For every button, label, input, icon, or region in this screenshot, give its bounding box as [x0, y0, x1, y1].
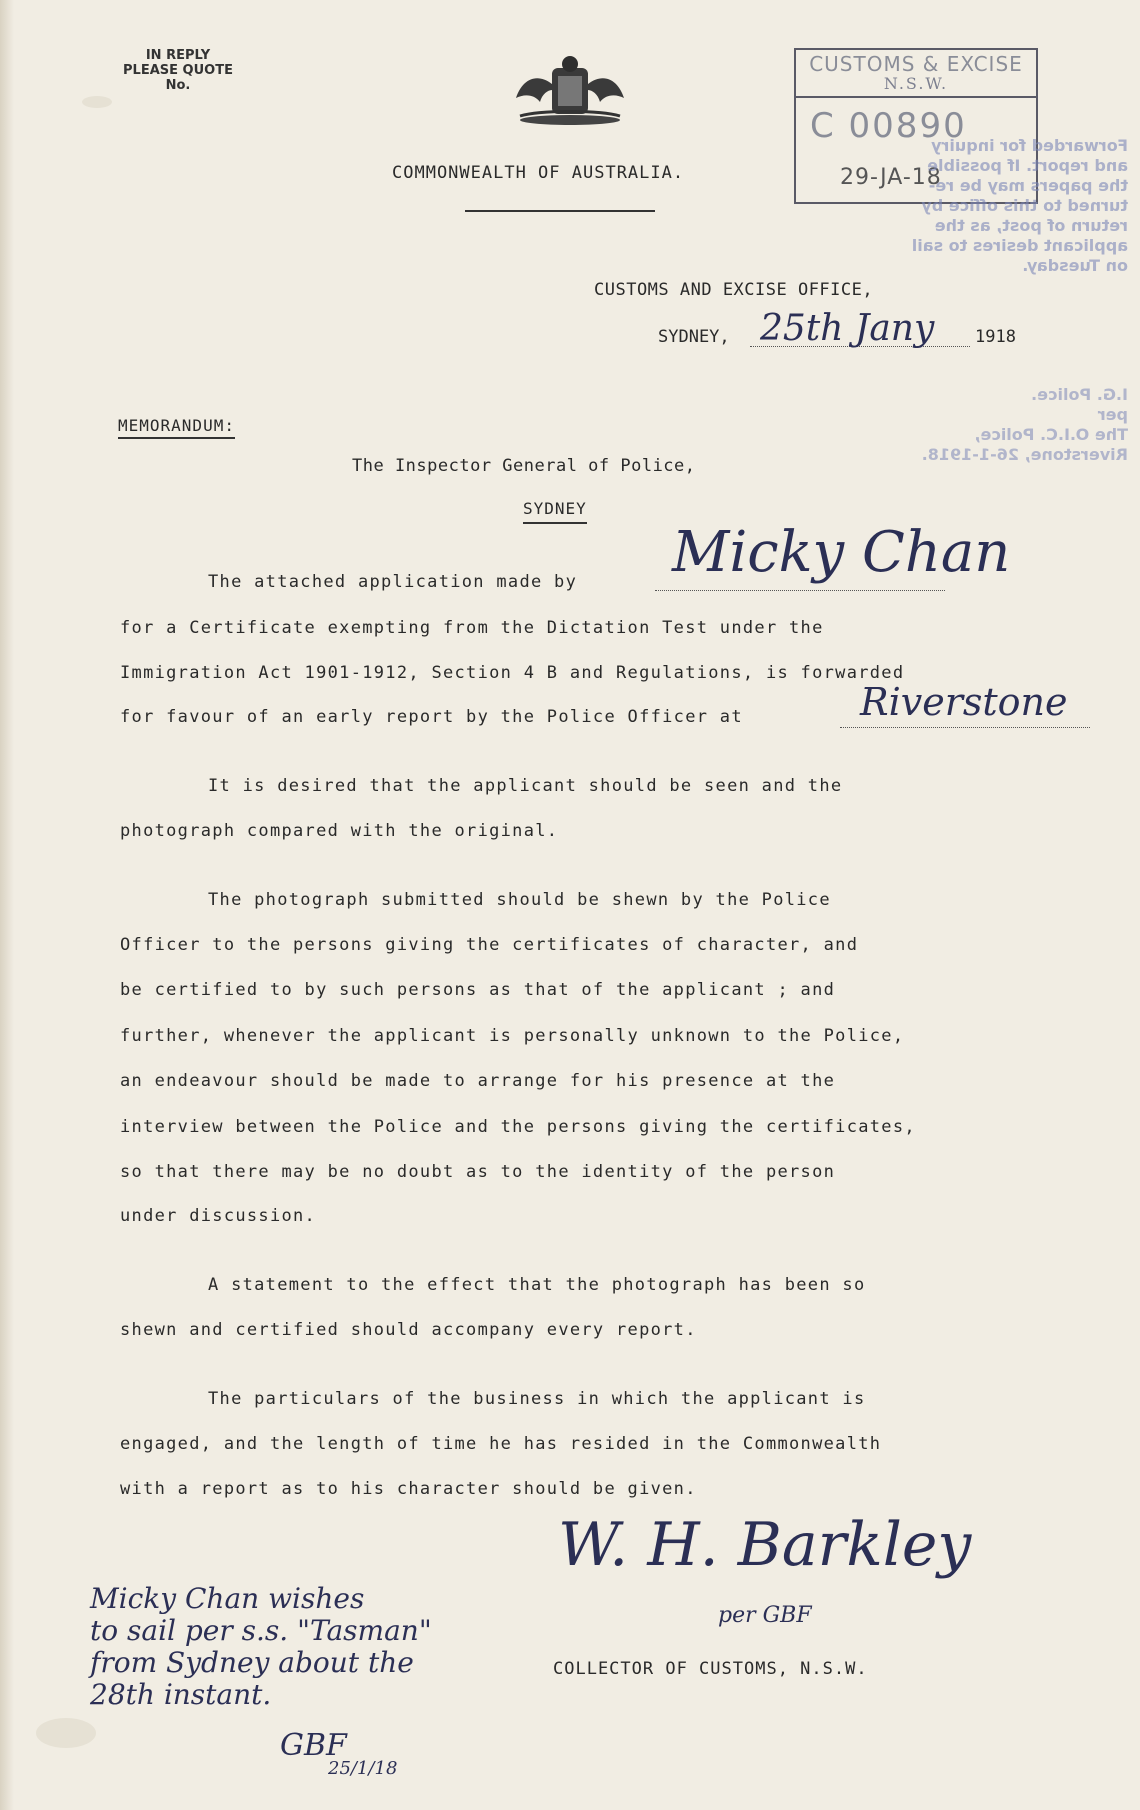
memo-city: SYDNEY [523, 499, 587, 524]
memo-label: MEMORANDUM: [118, 416, 235, 439]
note-line: from Sydney about the [90, 1646, 414, 1679]
body-line: with a report as to his character should be given. [120, 1479, 697, 1499]
offset-line: The O.I.C. Police, [974, 425, 1128, 444]
paper-wear-mark [82, 96, 112, 108]
reply-line: PLEASE QUOTE [123, 63, 233, 78]
offset-line: the papers may be re- [928, 176, 1128, 195]
stamp-date: 29-JA-18 [840, 165, 942, 190]
body-line: Officer to the persons giving the certificates of character, and [120, 935, 859, 955]
body-line: Immigration Act 1901-1912, Section 4 B and Regulations, is forwarded [120, 663, 905, 683]
body-line: an endeavour should be made to arrange for his presence at the [120, 1071, 836, 1091]
memo-addressee: The Inspector General of Police, [352, 456, 696, 476]
body-line: for a Certificate exempting from the Dictation Test under the [120, 618, 824, 638]
handwritten-applicant-name: Micky Chan [672, 520, 1011, 585]
offset-line: on Tuesday. [1022, 256, 1128, 275]
body-line: further, whenever the applicant is personally unknown to the Police, [120, 1026, 905, 1046]
note-initials: GBF [280, 1728, 347, 1763]
offset-line: I.G. Police. [1031, 385, 1128, 404]
paper-wear-mark [36, 1718, 96, 1748]
body-line: A statement to the effect that the photograph has been so [208, 1275, 866, 1295]
offset-line: Riverstone, 26-1-1918. [921, 445, 1128, 464]
body-line: The particulars of the business in which the applicant is [208, 1389, 866, 1409]
offset-line: applicant desires to sail [911, 236, 1128, 255]
body-line: The photograph submitted should be shewn by the Police [208, 890, 831, 910]
offset-line: per [1097, 405, 1128, 424]
handwritten-station: Riverstone [860, 680, 1068, 724]
note-line: Micky Chan wishes [90, 1582, 365, 1615]
heading-rule [465, 210, 655, 212]
reply-line: IN REPLY [145, 48, 211, 63]
stamp-subtitle: N.S.W. [883, 74, 949, 93]
reply-line: No. [165, 78, 191, 93]
body-line: shewn and certified should accompany every report. [120, 1320, 697, 1340]
coat-of-arms-icon [500, 54, 640, 126]
offset-transfer-text [778, 136, 1128, 276]
stamp-number: C 00890 [810, 106, 967, 146]
handwritten-date: 25th Jany [760, 308, 935, 349]
note-line: to sail per s.s. "Tasman" [90, 1614, 432, 1647]
stamp-divider [796, 96, 1036, 98]
body-line: The attached application made by [208, 572, 578, 592]
body-line: photograph compared with the original. [120, 821, 559, 841]
signature-per: per GBF [718, 1603, 812, 1628]
body-line: interview between the Police and the persons giving the certificates, [120, 1117, 916, 1137]
note-line: 28th instant. [90, 1678, 272, 1711]
office-place: SYDNEY, [658, 327, 730, 347]
offset-transfer-text-2 [778, 385, 1128, 465]
body-line: so that there may be no doubt as to the identity of the person [120, 1162, 836, 1182]
note-initials-date: 25/1/18 [328, 1758, 398, 1779]
offset-line: and report. If possible [927, 156, 1128, 175]
body-line: It is desired that the applicant should be seen and the [208, 776, 843, 796]
applicant-underline [655, 590, 945, 591]
stamp-title: CUSTOMS & EXCISE [809, 52, 1023, 76]
body-line: engaged, and the length of time he has resided in the Commonwealth [120, 1434, 882, 1454]
body-line: be certified to by such persons as that of the applicant ; and [120, 980, 836, 1000]
date-year: 1918 [975, 327, 1016, 347]
station-underline [840, 727, 1090, 728]
offset-line: return of post, as the [934, 216, 1128, 235]
office-name: CUSTOMS AND EXCISE OFFICE, [594, 280, 874, 300]
body-line: under discussion. [120, 1206, 317, 1226]
collector-title: COLLECTOR OF CUSTOMS, N.S.W. [553, 1659, 868, 1679]
reply-reference [108, 48, 248, 93]
body-line: for favour of an early report by the Police Officer at [120, 707, 743, 727]
offset-line: Forwarded for inquiry [931, 136, 1128, 155]
country-heading: COMMONWEALTH OF AUSTRALIA. [392, 163, 685, 183]
collector-signature: W. H. Barkley [558, 1510, 972, 1580]
offset-line: turned to this office by [921, 196, 1128, 215]
